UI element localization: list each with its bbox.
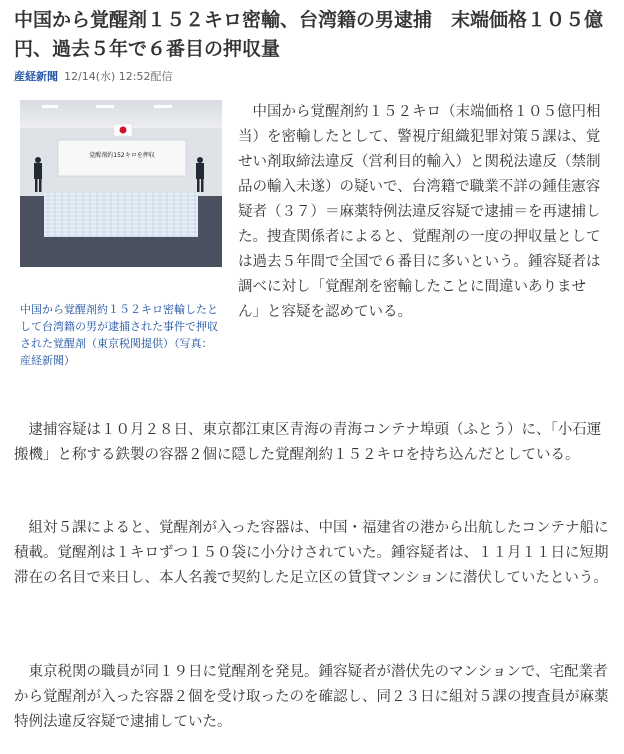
article-meta: [14, 68, 172, 84]
article-headline: 中国から覚醒剤１５２キロ密輸、台湾籍の男逮捕 末端価格１０５億円、過去５年で６番目の押収量: [14, 9, 604, 60]
article-paragraph: 逮捕容疑は１０月２８日、東京都江東区青海の青海コンテナ埠頭（ふとう）に、「小石運搬機」と称する鉄製の容器２個に隠した覚醒剤約１５２キロを持ち込んだとしている。: [14, 422, 602, 463]
article-paragraph: 東京税関の職員が同１９日に覚醒剤を発見。鍾容疑者が潜伏先のマンションで、宅配業者から覚醒剤が入った容器２個を受け取ったのを確認し、同２３日に組対５課の捜査員が麻薬特例法違反容疑で逮捕していた。: [14, 664, 609, 730]
seized-drugs-photo[interactable]: [20, 100, 222, 267]
lead-paragraph: 中国から覚醒剤約１５２キロ（末端価格１０５億円相当）を密輸したとして、警視庁組織犯罪対策５課は、覚せい剤取締法違反（営利目的輸入）と関税法違反（禁制品の輸入未遂）の疑いで、台湾籍で職業不詳の鍾佳憲容疑者（３７）＝麻薬特例法違反容疑で逮捕＝を再逮捕した。捜査関係者によると、覚醒剤の一度の押収量としては過去５年間で全国で６番目に多いという。鍾容疑者は調べに対し「覚醒剤を密輸したことに間違いありません」と容疑を認めている。: [238, 104, 601, 320]
photo-banner-text: 覚醒剤約152キロを押収: [89, 152, 155, 159]
article-paragraph: 組対５課によると、覚醒剤が入った容器は、中国・福建省の港から出航したコンテナ船に積載。覚醒剤は１キロずつ１５０袋に小分けされていた。鍾容疑者は、１１月１１日に短期滞在の名目で来日し、本人名義で契約した足立区の賃貸マンションに潜伏していたという。: [14, 520, 609, 586]
image-caption: 中国から覚醒剤約１５２キロ密輸したとして台湾籍の男が逮捕された事件で押収された覚醒剤（東京税関提供）（写真：産経新聞）: [20, 303, 218, 367]
article-figure: [20, 100, 222, 369]
source-link[interactable]: 産経新聞: [14, 70, 58, 83]
publish-date: 12/14(水) 12:52配信: [64, 70, 173, 83]
